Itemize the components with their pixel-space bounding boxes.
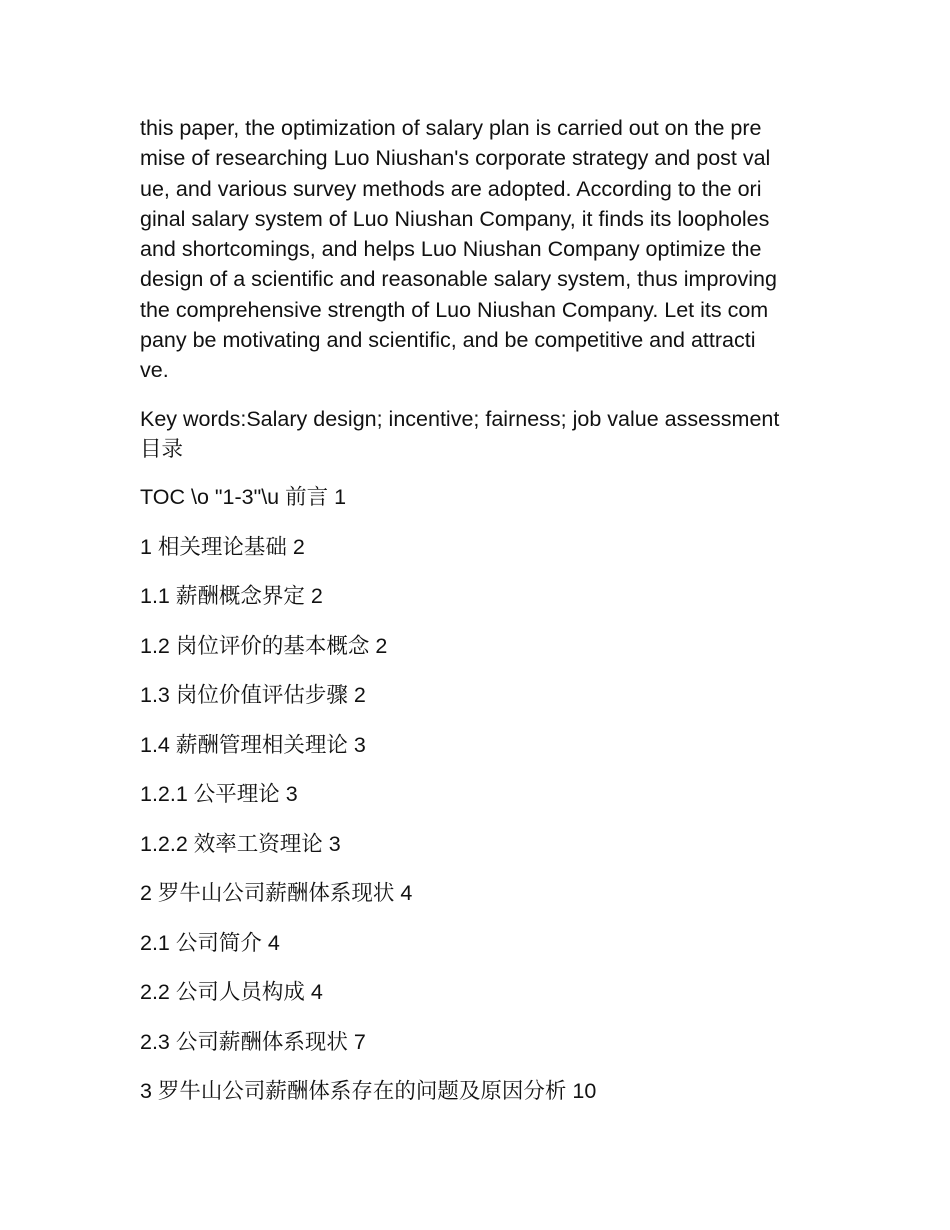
abstract-line: ve. <box>140 358 169 383</box>
toc-entry[interactable]: 1.2.2 效率工资理论 3 <box>140 831 341 856</box>
toc-entry[interactable]: 1 相关理论基础 2 <box>140 534 305 559</box>
toc-title: 目录 <box>140 436 184 461</box>
toc-entry[interactable]: 2.3 公司薪酬体系现状 7 <box>140 1029 366 1054</box>
toc-entry[interactable]: 1.1 薪酬概念界定 2 <box>140 584 323 609</box>
toc-entry[interactable]: 2.1 公司简介 4 <box>140 930 280 955</box>
toc-entry[interactable]: 2 罗牛山公司薪酬体系现状 4 <box>140 881 413 906</box>
abstract-line: pany be motivating and scientific, and be competitive and attracti <box>140 328 756 353</box>
abstract-line: and shortcomings, and helps Luo Niushan Company optimize the <box>140 237 762 262</box>
toc-entry[interactable]: 1.2 岗位评价的基本概念 2 <box>140 633 388 658</box>
abstract-line: ue, and various survey methods are adopted. According to the ori <box>140 176 762 201</box>
abstract-line: design of a scientific and reasonable salary system, thus improving <box>140 267 777 292</box>
toc-entry[interactable]: 1.3 岗位价值评估步骤 2 <box>140 683 366 708</box>
keywords-line: Key words:Salary design; incentive; fairness; job value assessment <box>140 406 780 431</box>
toc-entry[interactable]: 3 罗牛山公司薪酬体系存在的问题及原因分析 10 <box>140 1079 597 1104</box>
toc-entry[interactable]: 1.2.1 公平理论 3 <box>140 782 298 807</box>
abstract-line: mise of researching Luo Niushan's corporate strategy and post val <box>140 146 771 171</box>
toc-entry[interactable]: 2.2 公司人员构成 4 <box>140 980 323 1005</box>
abstract-line: this paper, the optimization of salary plan is carried out on the pre <box>140 116 762 140</box>
toc-entry[interactable]: 1.4 薪酬管理相关理论 3 <box>140 732 366 757</box>
abstract-paragraph <box>140 113 812 386</box>
abstract-line: the comprehensive strength of Luo Niushan Company. Let its com <box>140 297 769 322</box>
abstract-line: ginal salary system of Luo Niushan Company, it finds its loopholes <box>140 206 770 231</box>
page-content <box>140 113 812 1126</box>
toc-entry[interactable]: TOC \o "1-3"\u 前言 1 <box>140 485 347 510</box>
table-of-contents <box>140 482 812 1106</box>
